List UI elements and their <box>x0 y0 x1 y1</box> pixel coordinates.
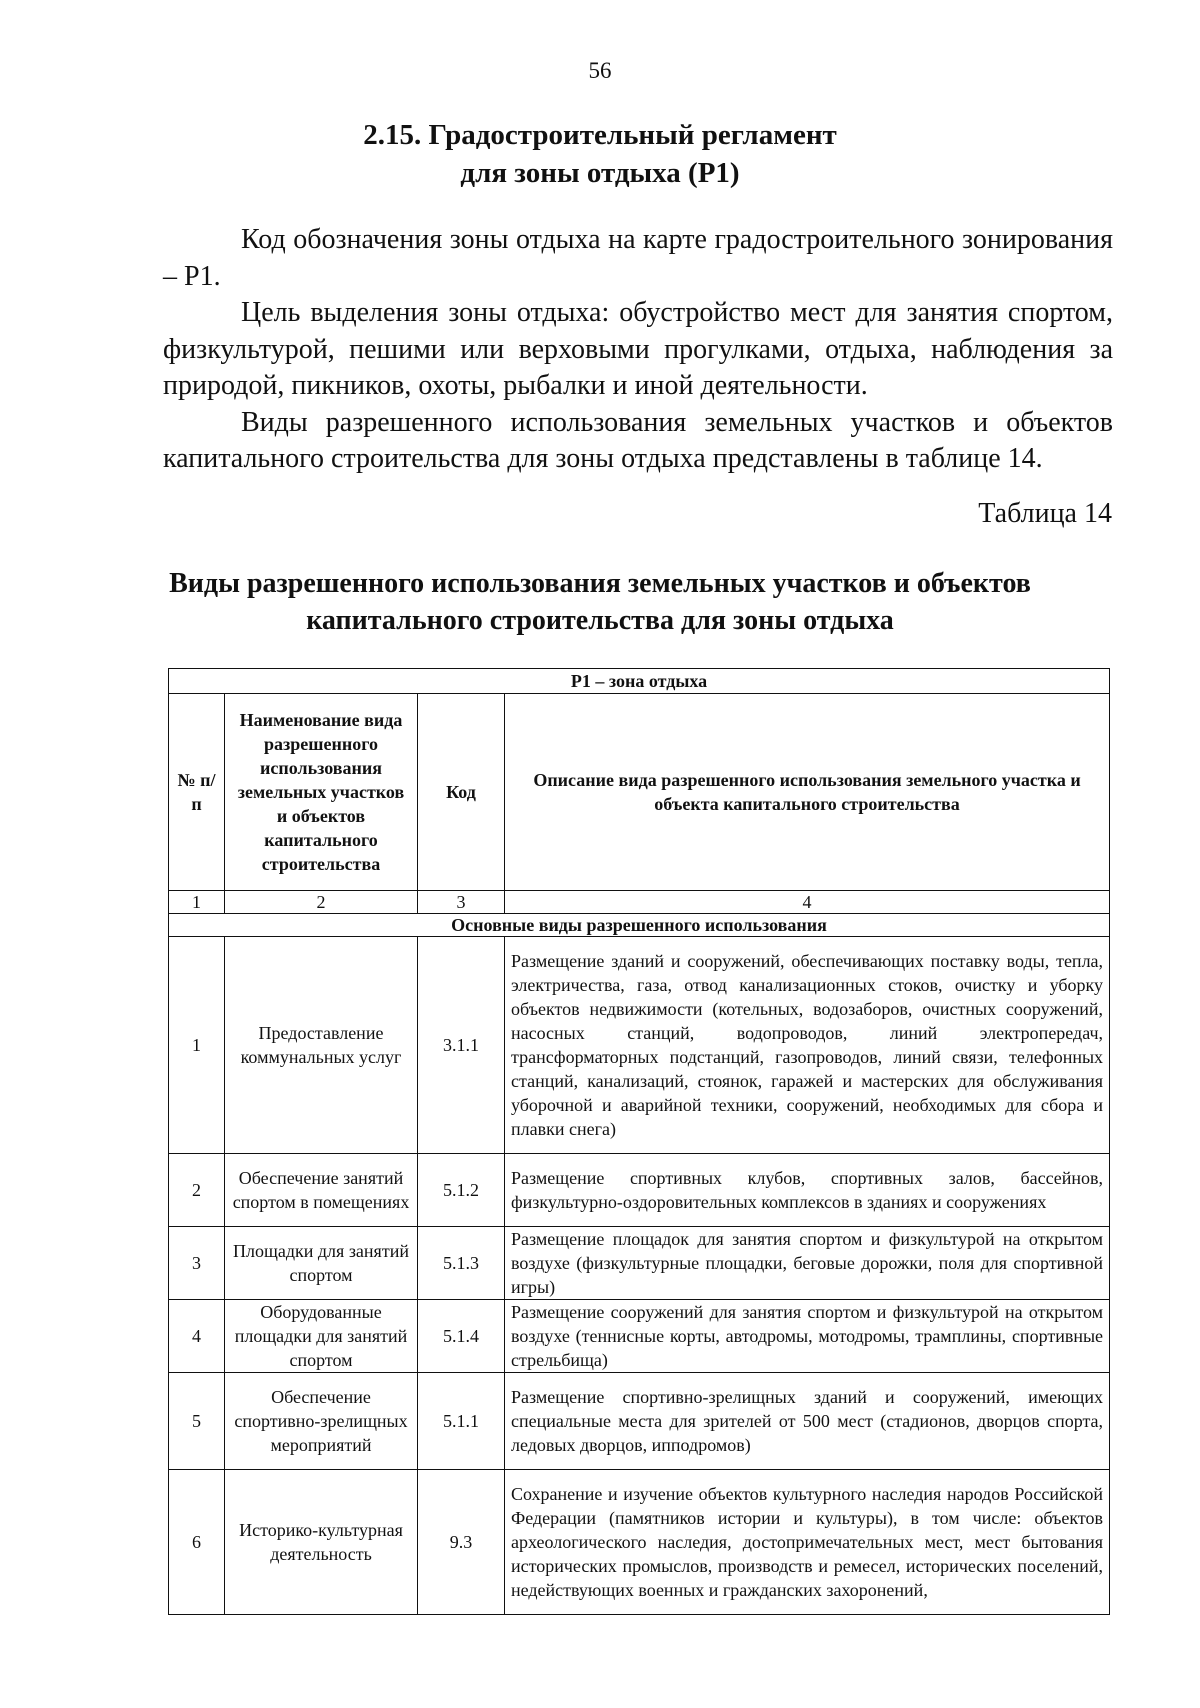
header-num: № п/п <box>169 694 225 891</box>
page-number: 56 <box>588 58 612 83</box>
section-title-line-2: для зоны отдыха (Р1) <box>460 157 740 189</box>
row-name: Предоставление коммунальных услуг <box>225 937 418 1154</box>
row-code: 5.1.1 <box>418 1373 505 1470</box>
column-header-row <box>169 694 1110 891</box>
paragraph-zone-purpose: Цель выделения зоны отдыха: обустройство мест для занятия спортом, физкультурой, пешими или верховыми прогулками, отдыха, наблюдения за природой, пикников, охоты, рыбалки и иной деятельности. <box>163 297 1113 401</box>
zone-header: Р1 – зона отдыха <box>169 669 1110 694</box>
row-number: 2 <box>169 1154 225 1227</box>
row-code: 9.3 <box>418 1470 505 1615</box>
column-number: 1 <box>169 891 225 914</box>
permitted-use-table <box>168 668 1110 1615</box>
row-code: 5.1.2 <box>418 1154 505 1227</box>
row-number: 3 <box>169 1227 225 1300</box>
row-description: Сохранение и изучение объектов культурного наследия народов Российской Федерации (памятников истории и культуры), в том числе: объектов археологического наследия, достопримечательных мест, мест бытования исторических промыслов, производств и ремесел, исторических поселений, недействующих военных и гражданских захоронений, <box>505 1470 1110 1615</box>
table-title-line-1: Виды разрешенного использования земельных участков и объектов <box>169 568 1031 599</box>
row-description: Размещение зданий и сооружений, обеспечивающих поставку воды, тепла, электричества, газа, отвод канализационных стоков, очистку и уборку объектов недвижимости (котельных, водозаборов, очистных сооружений, насосных станций, водопроводов, линий электропередач, трансформаторных подстанций, газопроводов, линий связи, телефонных станций, канализаций, стоянок, гаражей и мастерских для обслуживания уборочной и аварийной техники, сооружений, необходимых для сбора и плавки снега) <box>505 937 1110 1154</box>
table-title-line-2: капитального строительства для зоны отдыха <box>306 605 894 636</box>
row-description: Размещение площадок для занятия спортом и физкультурой на открытом воздухе (физкультурные площадки, беговые дорожки, поля для спортивной игры) <box>505 1227 1110 1300</box>
column-number: 4 <box>505 891 1110 914</box>
row-number: 5 <box>169 1373 225 1470</box>
header-description: Описание вида разрешенного использования земельного участка и объекта капитального строительства <box>505 694 1110 891</box>
paragraph-table-reference: Виды разрешенного использования земельных участков и объектов капитального строительства для зоны отдыха представлены в таблице 14. <box>163 406 1113 474</box>
table-row <box>169 937 1110 1154</box>
column-number: 3 <box>418 891 505 914</box>
header-code: Код <box>418 694 505 891</box>
row-number: 1 <box>169 937 225 1154</box>
row-number: 6 <box>169 1470 225 1615</box>
row-code: 5.1.3 <box>418 1227 505 1300</box>
row-description: Размещение сооружений для занятия спортом и физкультурой на открытом воздухе (теннисные корты, автодромы, мотодромы, трамплины, спортивные стрельбища) <box>505 1300 1110 1373</box>
row-name: Площадки для занятий спортом <box>225 1227 418 1300</box>
table-row <box>169 1227 1110 1300</box>
table-row <box>169 1373 1110 1470</box>
group-header-row <box>169 914 1110 937</box>
row-name: Историко-культурная деятельность <box>225 1470 418 1615</box>
row-name: Обеспечение спортивно-зрелищных мероприятий <box>225 1373 418 1470</box>
row-name: Оборудованные площадки для занятий спортом <box>225 1300 418 1373</box>
group-header-main-uses: Основные виды разрешенного использования <box>169 914 1110 937</box>
row-number: 4 <box>169 1300 225 1373</box>
column-number: 2 <box>225 891 418 914</box>
header-name: Наименование вида разрешенного использования земельных участков и объектов капитального строительства <box>225 694 418 891</box>
table-row <box>169 1154 1110 1227</box>
section-title <box>0 116 1200 192</box>
column-number-row <box>169 891 1110 914</box>
table-row <box>169 1300 1110 1373</box>
row-description: Размещение спортивно-зрелищных зданий и сооружений, имеющих специальные места для зрителей от 500 мест (стадионов, дворцов спорта, ледовых дворцов, ипподромов) <box>505 1373 1110 1470</box>
section-title-line-1: 2.15. Градостроительный регламент <box>363 119 837 151</box>
row-description: Размещение спортивных клубов, спортивных залов, бассейнов, физкультурно-оздоровительных комплексов в зданиях и сооружениях <box>505 1154 1110 1227</box>
body-text <box>163 222 1113 478</box>
table-row <box>169 1470 1110 1615</box>
zone-header-row <box>169 669 1110 694</box>
row-name: Обеспечение занятий спортом в помещениях <box>225 1154 418 1227</box>
row-code: 5.1.4 <box>418 1300 505 1373</box>
table-caption: Таблица 14 <box>978 498 1112 529</box>
row-code: 3.1.1 <box>418 937 505 1154</box>
paragraph-zone-code: Код обозначения зоны отдыха на карте градостроительного зонирования – Р1. <box>163 224 1113 292</box>
table-title <box>0 565 1200 639</box>
